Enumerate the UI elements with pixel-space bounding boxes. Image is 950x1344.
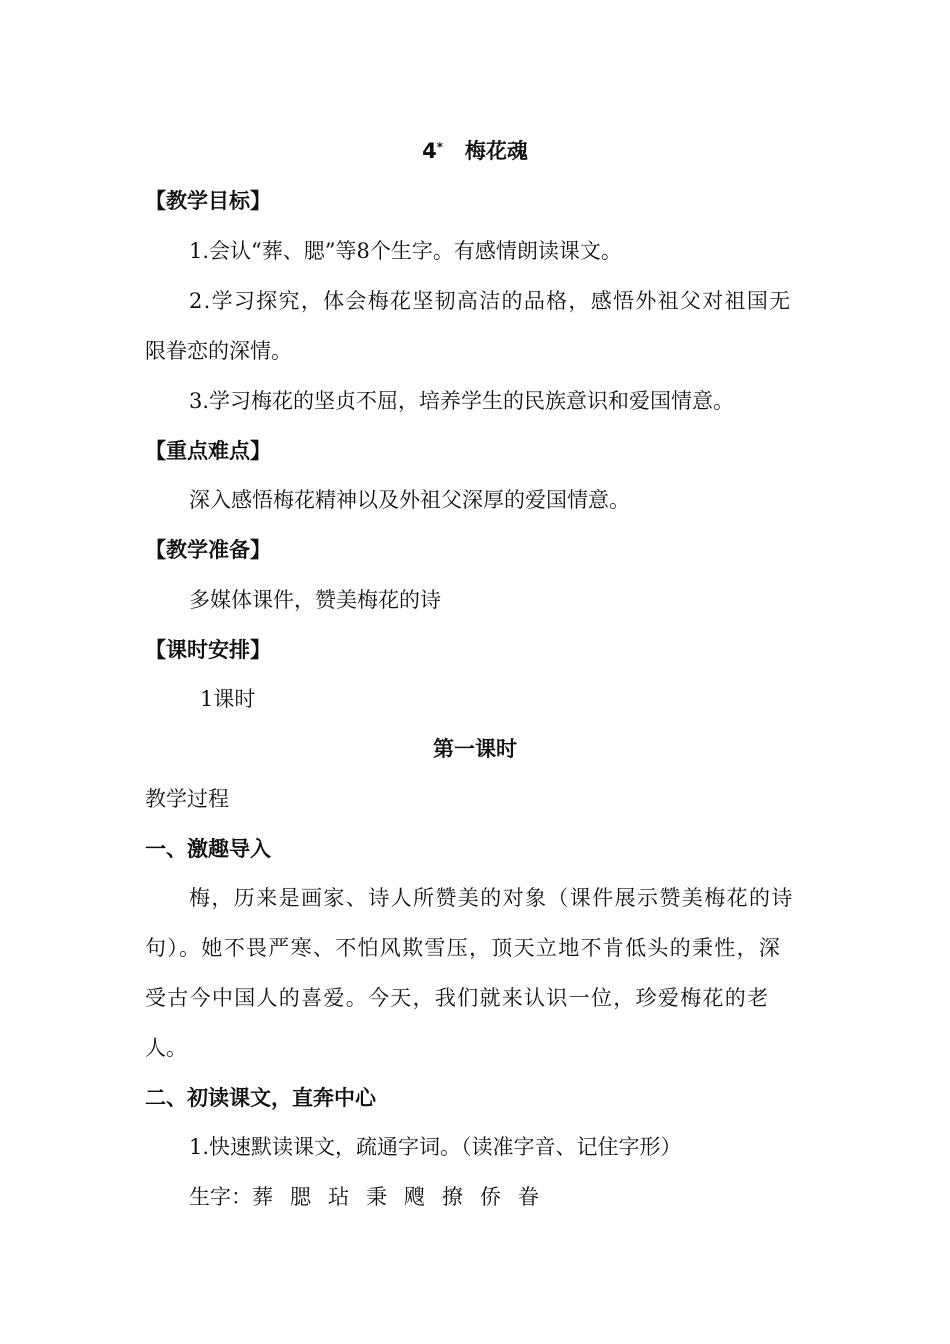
objective-2-line1: 2.学习探究，体会梅花坚韧高洁的品格，感悟外祖父对祖国无 (189, 289, 792, 313)
objectives-heading: 【教学目标】 (145, 189, 271, 213)
new-char: 葬 (252, 1185, 273, 1209)
lesson-number: 4 (422, 139, 437, 163)
new-char: 侨 (480, 1185, 501, 1209)
new-char: 飕 (404, 1185, 425, 1209)
new-char: 腮 (290, 1185, 311, 1209)
new-chars-label: 生字： (189, 1185, 252, 1209)
part2-item1: 1.快速默读课文，疏通字词。（读准字音、记住字形） (189, 1135, 682, 1159)
period-title: 第一课时 (433, 737, 517, 761)
schedule-heading: 【课时安排】 (145, 638, 271, 662)
preparation-text: 多媒体课件，赞美梅花的诗 (189, 588, 441, 612)
part1-heading: 一、激趣导入 (145, 837, 271, 861)
new-char: 玷 (328, 1185, 349, 1209)
new-char: 秉 (366, 1185, 387, 1209)
lesson-title-text: 梅花魂 (464, 139, 528, 163)
part1-line1: 梅，历来是画家、诗人所赞美的对象（课件展示赞美梅花的诗 (189, 886, 794, 910)
preparation-heading: 【教学准备】 (145, 538, 271, 562)
key-points-heading: 【重点难点】 (145, 439, 271, 463)
part1-line4: 人。 (145, 1036, 187, 1060)
objective-2-line2: 限眷恋的深情。 (145, 339, 292, 363)
schedule-text: 1课时 (200, 687, 256, 711)
new-char: 眷 (518, 1185, 539, 1209)
part2-heading: 二、初读课文，直奔中心 (145, 1086, 376, 1110)
objective-1: 1.会认“葬、腮”等8个生字。有感情朗读课文。 (189, 239, 622, 263)
lesson-title (0, 138, 950, 164)
objective-3: 3.学习梅花的坚贞不屈，培养学生的民族意识和爱国情意。 (189, 389, 735, 413)
part1-line2: 句）。她不畏严寒、不怕风欺雪压，顶天立地不肯低头的秉性，深 (145, 936, 782, 960)
lesson-marker: * (436, 140, 443, 154)
part1-line3: 受古今中国人的喜爱。今天，我们就来认识一位，珍爱梅花的老 (145, 986, 770, 1010)
new-characters-line (189, 1184, 556, 1210)
process-label: 教学过程 (145, 787, 229, 811)
key-points-text: 深入感悟梅花精神以及外祖父深厚的爱国情意。 (189, 488, 630, 512)
new-char: 撩 (442, 1185, 463, 1209)
